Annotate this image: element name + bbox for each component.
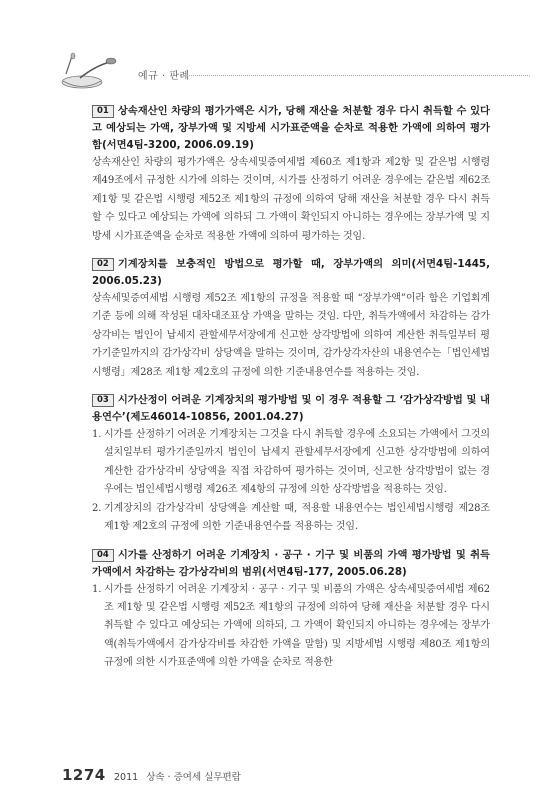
page-number: 1274	[62, 766, 106, 784]
list-item	[92, 426, 490, 500]
section-body: 상속세및증여세법 시행령 제52조 제1항의 규정을 적용할 때 “장부가액”이라 함은 기업회계기준 등에 의해 작성된 대차대조표상 가액을 말하는 것임. 다만, 취득가액에서 차감하는 감가상각비는 법인이 납세지 관할세무서장에게 신고한 상각방법에 의하여 계산한 취득일부터 평가기준일까지의 감가상각비 상당액을 말하는 것이며, 감가상각자산의 내용연수는「법인세법 시행령」제28조 제1항 제2호의 규정에 의한 기준내용연수를 적용하는 것임.	[92, 293, 490, 378]
bowl-spoon-icon	[60, 52, 120, 92]
section-title-text: 상속재산인 차량의 평가가액은 시가, 당해 재산을 처분할 경우 다시 취득할 수 있다고 예상되는 가액, 장부가액 및 지방세 시가표준액을 순차로 적용한 가액에 의하여 평가함(서면4팀-3200, 2006.09.19)	[92, 105, 490, 151]
page-footer	[62, 766, 482, 786]
list-item	[92, 581, 490, 673]
section-title-text: 시가산정이 어려운 기계장치의 평가방법 및 이 경우 적용할 그 ‘감가상각방법 및 내용연수’(제도46014-10856, 2001.04.27)	[92, 394, 490, 424]
content-area	[92, 103, 490, 683]
section-title-text: 기계장치를 보충적인 방법으로 평가할 때, 장부가액의 의미(서면4팀-1445, 2006.05.23)	[92, 258, 490, 288]
section-title	[92, 392, 490, 426]
footer-book-info	[114, 769, 241, 783]
list-item-number: 1.	[92, 429, 102, 441]
section-number-badge: 02	[92, 258, 114, 271]
section-title	[92, 103, 490, 154]
list-item-number: 2.	[92, 502, 102, 514]
section-title	[92, 547, 490, 581]
header-category-label: 예규 · 판례	[138, 71, 190, 82]
list-item-text: 기계장치의 감가상각비 상당액을 계산할 때, 적용할 내용연수는 법인세법시행령 제28조 제1항 제2호의 규정에 의한 기준내용연수를 적용하는 것임.	[104, 502, 490, 533]
footer-year: 2011	[114, 772, 139, 783]
header-divider	[180, 75, 530, 76]
list-item-text: 시가를 산정하기 어려운 기계장치는 그것을 다시 취득할 경우에 소요되는 가액에서 그것의 설치일부터 평가기준일까지 법인이 납세지 관할세무서장에게 신고한 상각방법에 의하여 계산한 감가상각비 상당액을 직접 차감하여 평가하는 것이며, 신고한 상각방법이 없는 경우에는 법인세법시행령 제26조 제4항의 규정에 의한 상각방법을 적용하는 것임.	[104, 429, 490, 496]
section-title-text: 시가를 산정하기 어려운 기계장치 · 공구 · 기구 및 비품의 가액 평가방법 및 취득가액에서 차감하는 감가상각비의 범위(서면4팀-177, 2005.06.28)	[92, 548, 490, 578]
section-number-badge: 04	[92, 549, 114, 562]
page-header	[60, 52, 530, 92]
list-item-number: 1.	[92, 583, 102, 595]
section-body: 상속재산인 차량의 평가가액은 상속세및증여세법 제60조 제1항과 제2항 및 같은법 시행령 제49조에서 규정한 시가에 의하는 것이며, 시가를 산정하기 어려운 경우에는 같은법 제62조 제1항 및 같은법 시행령 제52조 제1항의 규정에 의하여 당해 재산을 처분할 경우 다시 취득할 수 있다고 예상되는 가액에 의하되 그 가액이 확인되지 아니하는 경우에는 장부가액 및 지방세 시가표준액을 순차로 적용한 가액에 의하여 평가하는 것임.	[92, 157, 490, 242]
ruling-section-03	[92, 392, 490, 536]
section-title	[92, 256, 490, 290]
section-number-badge: 03	[92, 394, 114, 407]
ruling-section-01	[92, 103, 490, 246]
footer-book-title: 상속 · 증여세 실무편람	[146, 772, 241, 783]
ruling-section-02	[92, 256, 490, 382]
section-number-badge: 01	[92, 105, 114, 118]
section-body	[92, 426, 490, 536]
list-item-text: 시가를 산정하기 어려운 기계장치 · 공구 · 기구 및 비품의 가액은 상속세및증여세법 제62조 제1항 및 같은법 시행령 제52조 제1항의 규정에 의하여 당해 재산을 처분할 경우 다시 취득할 수 있다고 예상되는 가액에 의하되, 그 가액이 확인되지 아니하는 경우에는 장부가액(취득가액에서 감가상각비를 차감한 가액을 말함) 및 지방세법 시행령 제80조 제1항의 규정에 의한 시가표준액에 의한 가액을 순차로 적용한	[104, 583, 490, 669]
ruling-section-04	[92, 547, 490, 673]
section-body	[92, 581, 490, 673]
list-item	[92, 500, 490, 537]
